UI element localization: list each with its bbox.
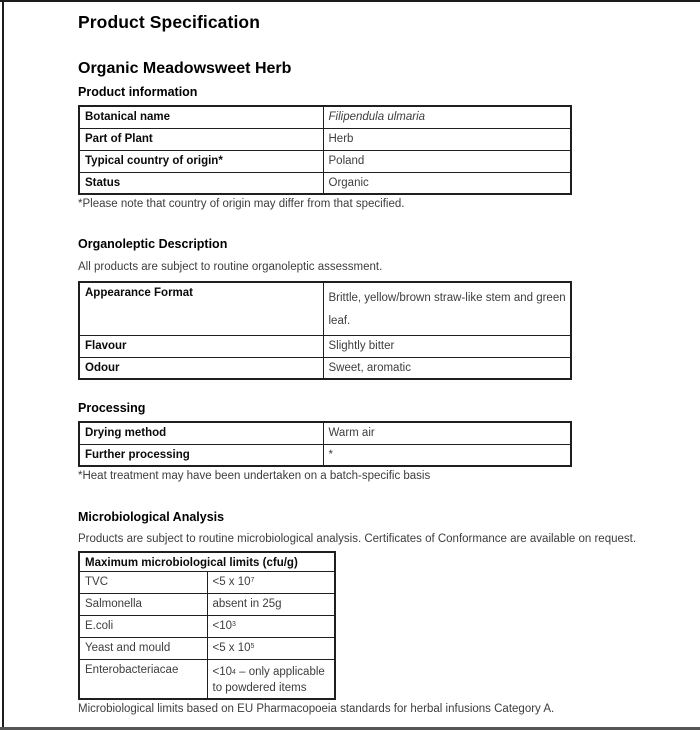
row-value: Herb [323, 128, 571, 150]
row-value-line: Brittle, yellow/brown straw-like stem and green [328, 291, 566, 304]
section-processing [78, 401, 670, 483]
processing-heading: Processing [78, 401, 146, 415]
table-row [79, 150, 571, 172]
limit-note: – only applicable to powdered items [212, 666, 325, 694]
row-label: E.coli [79, 616, 207, 638]
row-value: Poland [323, 150, 571, 172]
limit-value: <5 x 10 [212, 576, 251, 588]
table-row [79, 572, 335, 594]
row-label: Part of Plant [79, 128, 323, 150]
limit-exponent: 5 [250, 643, 255, 650]
limit-exponent: 7 [250, 577, 255, 584]
row-value [323, 282, 571, 336]
processing-table [78, 421, 572, 467]
footnote: *Please note that country of origin may differ from that specified. [78, 198, 405, 210]
row-label: TVC [79, 572, 207, 594]
row-value: Sweet, aromatic [323, 357, 571, 379]
microbiological-heading: Microbiological Analysis [78, 510, 225, 524]
table-row [79, 616, 335, 638]
section-product-information [78, 85, 670, 211]
organoleptic-heading: Organoleptic Description [78, 237, 228, 251]
document-title: Product Specification [78, 12, 260, 32]
row-value: Slightly bitter [323, 335, 571, 357]
limit-exponent: 4 [232, 669, 236, 676]
row-label: Odour [79, 357, 323, 379]
section-microbiological-analysis [78, 510, 670, 716]
limit-value: <5 x 10 [212, 642, 251, 654]
organoleptic-table [78, 281, 572, 381]
row-label: Enterobacteriacae [79, 660, 207, 700]
table-header-row [79, 552, 335, 572]
row-label: Status [79, 172, 323, 194]
row-value [207, 594, 335, 616]
table-row [79, 106, 571, 128]
table-row [79, 422, 571, 444]
row-label: Botanical name [79, 106, 323, 128]
row-label: Salmonella [79, 594, 207, 616]
row-value [207, 572, 335, 594]
table-row [79, 638, 335, 660]
table-row [79, 357, 571, 379]
row-value [207, 616, 335, 638]
row-value [207, 638, 335, 660]
row-value-line: leaf. [328, 314, 351, 327]
product-information-heading: Product information [78, 85, 198, 99]
section-intro: All products are subject to routine organoleptic assessment. [78, 261, 383, 273]
limit-exponent: 3 [232, 621, 236, 628]
row-label: Appearance Format [79, 282, 323, 336]
table-row [79, 128, 571, 150]
limit-value: <10 [212, 620, 233, 632]
microbiological-table [78, 551, 336, 701]
limit-value: absent in 25g [212, 598, 282, 610]
limit-value: <10 [212, 666, 233, 678]
row-value: Filipendula ulmaria [323, 106, 571, 128]
section-organoleptic-description [78, 237, 670, 380]
product-information-table [78, 105, 572, 195]
row-label: Drying method [79, 422, 323, 444]
product-name-heading: Organic Meadowsweet Herb [78, 60, 292, 77]
row-value: * [323, 444, 571, 466]
row-label: Typical country of origin* [79, 150, 323, 172]
table-row [79, 660, 335, 700]
section-intro: Products are subject to routine microbiological analysis. Certificates of Conformance are available on request. [78, 533, 637, 545]
table-row [79, 594, 335, 616]
row-value [207, 660, 335, 700]
row-value: Warm air [323, 422, 571, 444]
row-label: Yeast and mould [79, 638, 207, 660]
table-row [79, 172, 571, 194]
row-label: Further processing [79, 444, 323, 466]
footnote: Microbiological limits based on EU Pharmacopoeia standards for herbal infusions Category A. [78, 703, 555, 715]
table-row [79, 282, 571, 336]
row-value: Organic [323, 172, 571, 194]
micro-table-header: Maximum microbiological limits (cfu/g) [79, 552, 335, 572]
row-label: Flavour [79, 335, 323, 357]
table-row [79, 335, 571, 357]
footnote: *Heat treatment may have been undertaken on a batch-specific basis [78, 470, 431, 482]
table-row [79, 444, 571, 466]
